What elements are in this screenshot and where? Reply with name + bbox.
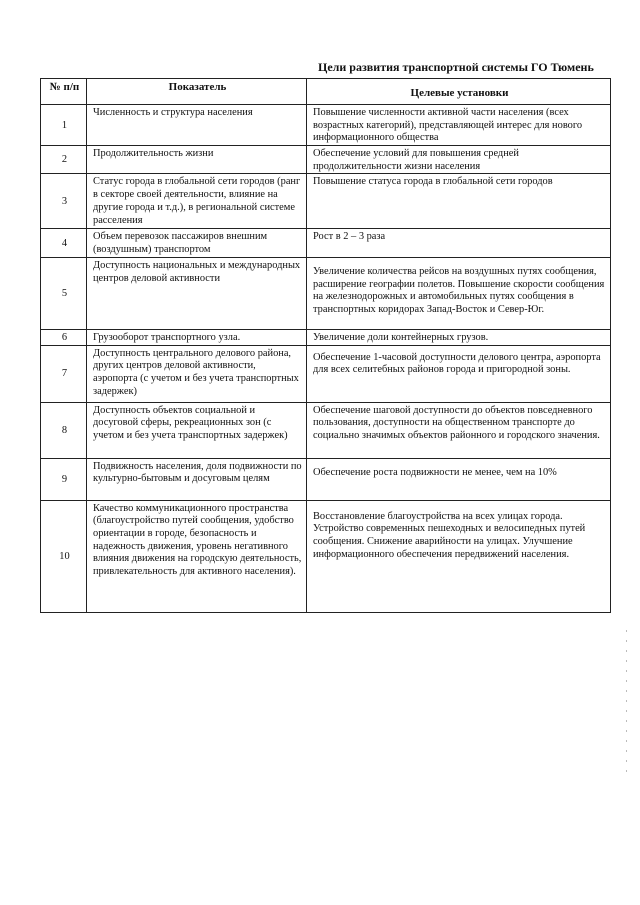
row-indicator: Грузооборот транспортного узла. [87,329,307,345]
document-title: Цели развития транспортной системы ГО Тюмень [318,60,594,74]
table-row [41,500,611,612]
header-num: № п/п [41,79,87,105]
row-indicator: Статус города в глобальной сети городов (ранг в секторе своей деятельности, влияние на другие города и т.д.), в региональной системе расселения [87,174,307,229]
table-header-row [41,79,611,105]
row-target: Обеспечение шаговой доступности до объектов повседневного пользования, доступности на общественном транспорте до социально значимых объектов районного и городского значения. [307,402,611,458]
row-indicator: Продолжительность жизни [87,146,307,174]
row-num: 1 [41,105,87,146]
row-indicator: Доступность центрального делового района, других центров деловой активности, аэропорта (с учетом и без учета транспортных задержек) [87,345,307,402]
row-num: 10 [41,500,87,612]
row-num: 3 [41,174,87,229]
row-indicator: Доступность объектов социальной и досуговой сферы, рекреационных зон (с учетом и без учета транспортных задержек) [87,402,307,458]
header-targets: Целевые установки [307,79,611,105]
row-indicator: Подвижность населения, доля подвижности по культурно-бытовым и досуговым целям [87,458,307,500]
table-row [41,146,611,174]
table-row [41,458,611,500]
row-num: 5 [41,257,87,329]
row-target: Повышение численности активной части населения (всех возрастных категорий), представляющей интерес для нового информационного общества [307,105,611,146]
row-target: Повышение статуса города в глобальной сети городов [307,174,611,229]
row-num: 8 [41,402,87,458]
table-row [41,345,611,402]
row-target: Обеспечение роста подвижности не менее, чем на 10% [307,458,611,500]
table-row [41,174,611,229]
row-target: Увеличение количества рейсов на воздушных путях сообщения, расширение географии полетов. Повышение скорости сообщения на железнодорожных и автомобильных путях сообщения в транспортных коридорах Запад-Восток и Север-Юг. [307,257,611,329]
row-target: Увеличение доли контейнерных грузов. [307,329,611,345]
row-num: 4 [41,229,87,257]
row-target: Восстановление благоустройства на всех улицах города. Устройство современных пешеходных и велосипедных путей сообщения. Снижение аварийности на улицах. Улучшение информационного обеспечения передвижений населения. [307,500,611,612]
row-indicator: Численность и структура населения [87,105,307,146]
scan-artifact-dots [626,630,627,780]
row-target: Обеспечение 1-часовой доступности делового центра, аэропорта для всех селитебных районов города и пригородной зоны. [307,345,611,402]
table-row [41,229,611,257]
goals-table [40,78,611,613]
row-indicator: Качество коммуникационного пространства (благоустройство путей сообщения, удобство ориентации в городе, безопасность и надежность движения, уровень негативного влияния движения на городскую деятельность, привлекательность для активного населения). [87,500,307,612]
table-row [41,402,611,458]
row-indicator: Объем перевозок пассажиров внешним (воздушным) транспортом [87,229,307,257]
table-row [41,257,611,329]
table-row [41,105,611,146]
row-indicator: Доступность национальных и международных центров деловой активности [87,257,307,329]
row-num: 7 [41,345,87,402]
row-num: 2 [41,146,87,174]
row-target: Рост в 2 – 3 раза [307,229,611,257]
row-target: Обеспечение условий для повышения средней продолжительности жизни населения [307,146,611,174]
table-row [41,329,611,345]
row-num: 9 [41,458,87,500]
header-indicator: Показатель [87,79,307,105]
row-num: 6 [41,329,87,345]
